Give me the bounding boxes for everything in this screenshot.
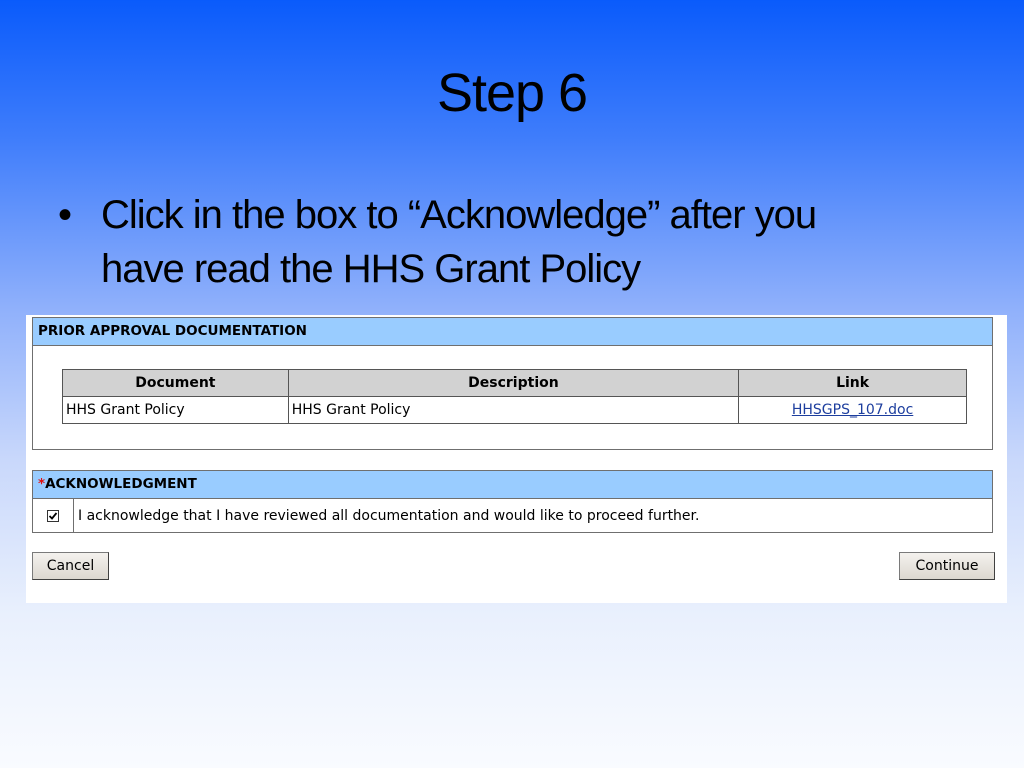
slide-title: Step 6 [436,63,588,123]
column-header-link: Link [739,370,967,397]
prior-approval-header: PRIOR APPROVAL DOCUMENTATION [33,318,992,346]
table-header-row [63,370,967,397]
bullet-icon: • [58,193,72,237]
acknowledge-checkbox[interactable] [47,510,59,522]
continue-button[interactable]: Continue [899,552,995,580]
acknowledgment-title: ACKNOWLEDGMENT [45,476,197,492]
acknowledge-checkbox-cell [33,499,74,533]
form-screenshot [26,315,1007,603]
column-header-document: Document [63,370,289,397]
link-cell [739,397,967,424]
cancel-button[interactable]: Cancel [32,552,109,580]
prior-approval-panel [32,317,993,450]
documents-table [62,369,967,424]
acknowledgment-text: I acknowledge that I have reviewed all documentation and would like to proceed further. [78,508,700,524]
instruction-bullet [58,188,978,296]
checkmark-icon [48,511,58,521]
document-cell: HHS Grant Policy [63,397,289,424]
column-header-description: Description [288,370,738,397]
table-row [63,397,967,424]
required-marker: * [38,476,46,492]
instruction-text [101,188,978,296]
acknowledgment-panel [32,470,993,533]
acknowledgment-row [33,499,992,533]
document-download-link[interactable]: HHSGPS_107.doc [791,402,914,418]
instruction-line-1: Click in the box to “Acknowledge” after you [101,193,817,237]
description-cell: HHS Grant Policy [288,397,738,424]
instruction-line-2: have read the HHS Grant Policy [101,247,641,291]
acknowledgment-header [33,471,992,499]
